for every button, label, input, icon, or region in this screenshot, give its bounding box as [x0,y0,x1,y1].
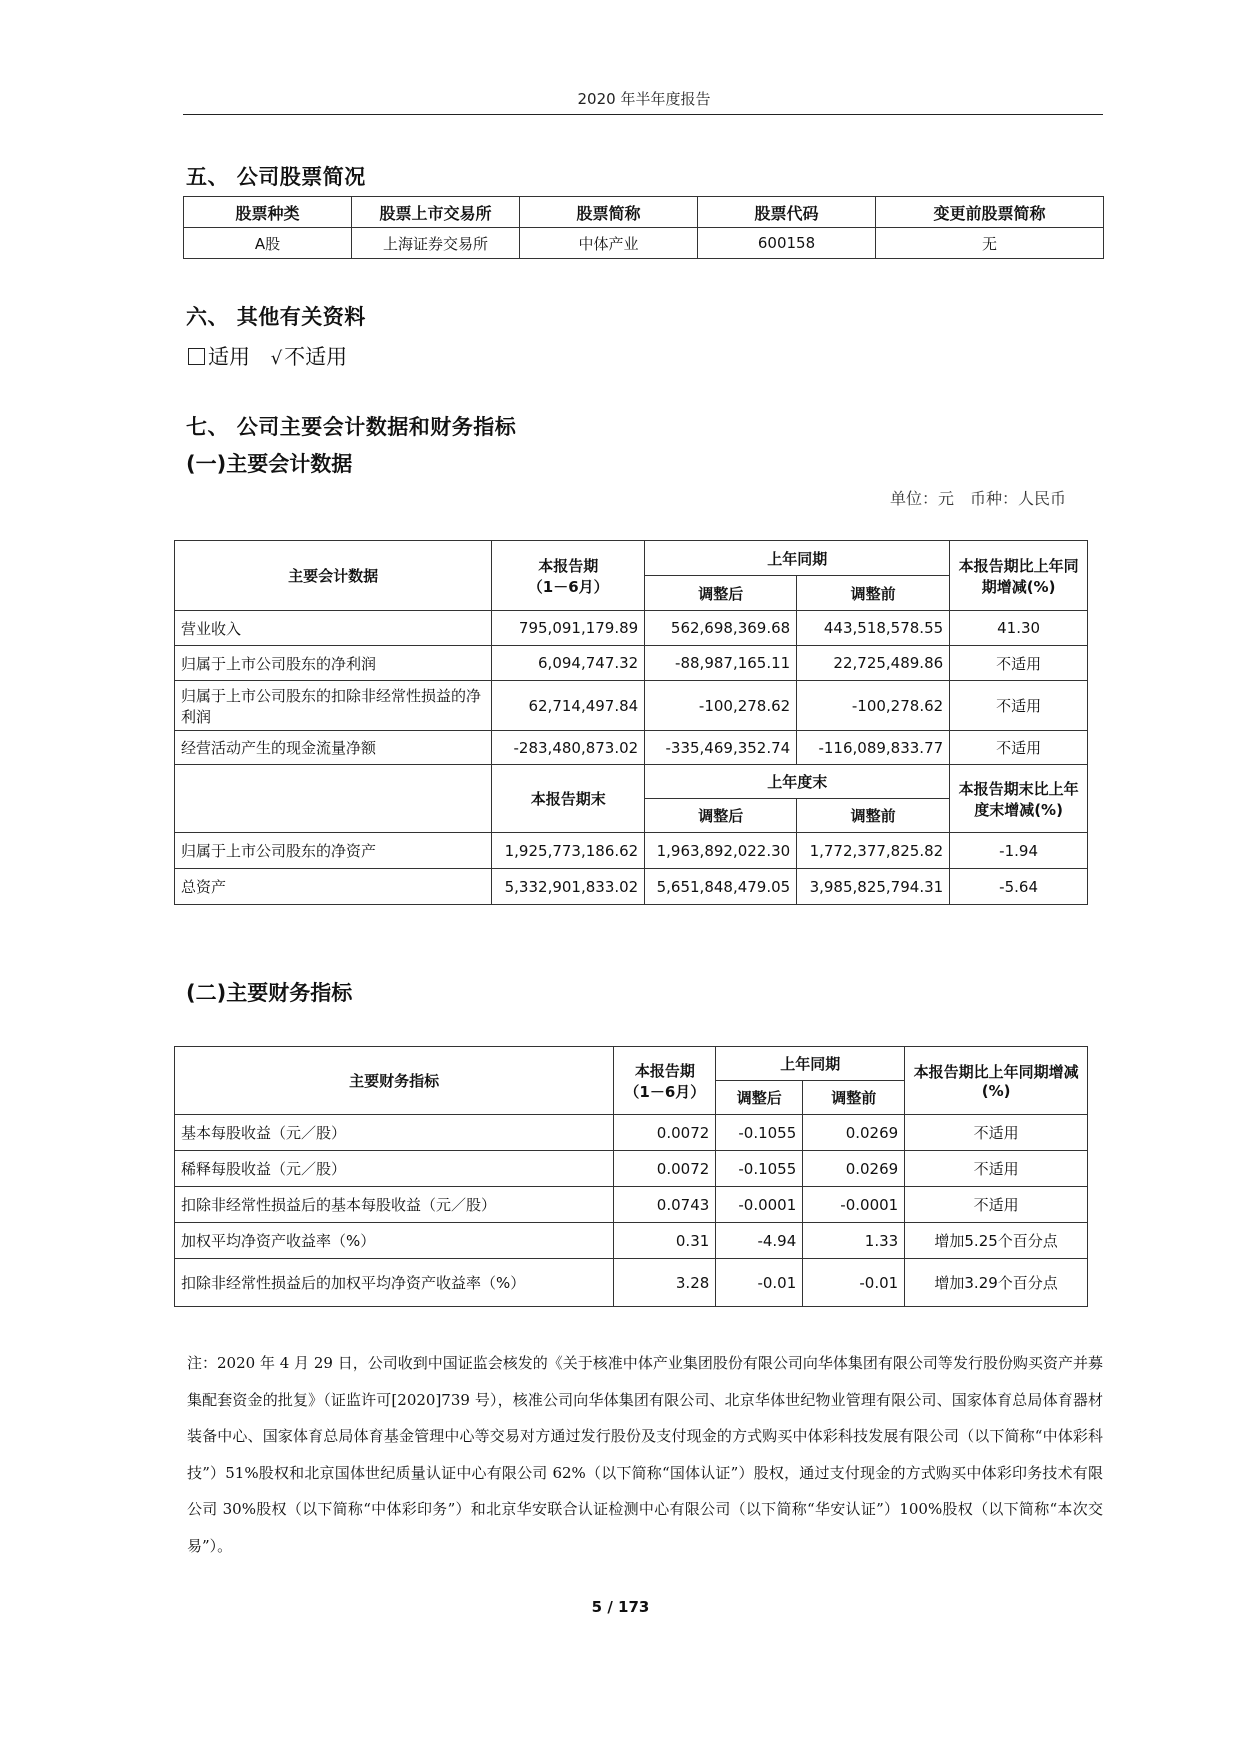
col-prior-period: 上年同期 [645,541,950,576]
cell-value: -116,089,833.77 [797,731,950,765]
cell-change: 不适用 [950,731,1088,765]
row-label: 归属于上市公司股东的净利润 [175,646,492,681]
row-label: 营业收入 [175,611,492,646]
col-exchange: 股票上市交易所 [352,197,520,228]
cell-change: 不适用 [950,646,1088,681]
cell-former-abbr: 无 [876,228,1104,259]
table-row [184,228,1104,259]
not-applicable-label: 不适用 [284,345,348,369]
table-row [175,869,1088,905]
subsection1-heading: (一)主要会计数据 [186,452,353,476]
table-row [175,681,1088,731]
cell-value: 795,091,179.89 [492,611,645,646]
cell-value: 1,963,892,022.30 [645,833,797,869]
header-divider [183,114,1103,115]
cell-value: 0.0072 [614,1151,716,1187]
cell-value: 0.0072 [614,1115,716,1151]
cell-value: 0.0269 [803,1151,905,1187]
page-number: 5 / 173 [591,1598,650,1616]
table-row [175,1223,1088,1259]
cell-change: 不适用 [950,681,1088,731]
cell-value: 562,698,369.68 [645,611,797,646]
table-row [175,646,1088,681]
page-header-title: 2020 年半年度报告 [577,90,711,108]
col-prior-year-end: 上年度末 [645,765,950,799]
col-former-abbr: 变更前股票简称 [876,197,1104,228]
cell-value: -335,469,352.74 [645,731,797,765]
col-change: 本报告期比上年同期增减(%) [950,541,1088,611]
section5-heading: 五、 公司股票简况 [186,165,366,189]
col-stock-code: 股票代码 [698,197,876,228]
table-header-row [175,541,1088,576]
cell-value: 0.0743 [614,1187,716,1223]
col-adjusted-before: 调整前 [797,799,950,833]
row-label: 归属于上市公司股东的净资产 [175,833,492,869]
cell-stock-abbr: 中体产业 [520,228,698,259]
row-label: 扣除非经常性损益后的基本每股收益（元／股） [175,1187,614,1223]
cell-value: 3,985,825,794.31 [797,869,950,905]
cell-stock-type: A股 [184,228,352,259]
cell-value: -100,278.62 [797,681,950,731]
cell-change: 不适用 [905,1115,1088,1151]
section6-heading: 六、 其他有关资料 [186,305,366,329]
row-label: 基本每股收益（元／股） [175,1115,614,1151]
row-label: 稀释每股收益（元／股） [175,1151,614,1187]
col-stock-type: 股票种类 [184,197,352,228]
col-period-end: 本报告期末 [492,765,645,833]
accounting-data-table [174,540,1088,905]
cell-value: 3.28 [614,1259,716,1307]
col-current-period: 本报告期 （1－6月） [492,541,645,611]
cell-value: -4.94 [716,1223,803,1259]
cell-value: 1.33 [803,1223,905,1259]
col-item: 主要会计数据 [175,541,492,611]
row-label: 归属于上市公司股东的扣除非经常性损益的净利润 [175,681,492,731]
row-label: 经营活动产生的现金流量净额 [175,731,492,765]
cell-change: 不适用 [905,1151,1088,1187]
applicability-options [188,341,347,371]
col-adjusted-after: 调整后 [716,1081,803,1115]
table-row [175,611,1088,646]
col-end-change: 本报告期末比上年度末增减(%) [950,765,1088,833]
col-adjusted-before: 调整前 [797,576,950,611]
col-adjusted-after: 调整后 [645,799,797,833]
cell-value: 1,772,377,825.82 [797,833,950,869]
cell-value: 6,094,747.32 [492,646,645,681]
cell-exchange: 上海证券交易所 [352,228,520,259]
cell-value: 5,332,901,833.02 [492,869,645,905]
cell-value: 0.31 [614,1223,716,1259]
cell-value: -0.01 [803,1259,905,1307]
cell-value: -88,987,165.11 [645,646,797,681]
cell-change: 不适用 [905,1187,1088,1223]
table-row [175,731,1088,765]
col-change: 本报告期比上年同期增减(%) [905,1047,1088,1115]
note-paragraph: 注：2020 年 4 月 29 日，公司收到中国证监会核发的《关于核准中体产业集团股份有限公司向华体集团有限公司等发行股份购买资产并募集配套资金的批复》（证监许可[2020]739 号），核准公司向华体集团有限公司、北京华体世纪物业管理有限公司、国家体育总局体育器材装备中心、国家体育总局体育基金管理中心等交易对方通过发行股份及支付现金的方式购买中体彩科技发展有限公司（以下简称“中体彩科技”）51%股权和北京国体世纪质量认证中心有限公司 62%（以下简称“国体认证”）股权，通过支付现金的方式购买中体彩印务技术有限公司 30%股权（以下简称“中体彩印务”）和北京华安联合认证检测中心有限公司（以下简称“华安认证”）100%股权（以下简称“本次交易”）。 [187,1354,1103,1555]
blank-header-cell [175,765,492,833]
cell-value: -0.0001 [803,1187,905,1223]
col-current-period: 本报告期 （1－6月） [614,1047,716,1115]
col-prior-period: 上年同期 [716,1047,905,1081]
table-row [175,1187,1088,1223]
cell-value: 0.0269 [803,1115,905,1151]
table-row [175,1115,1088,1151]
cell-value: 62,714,497.84 [492,681,645,731]
col-adjusted-after: 调整后 [645,576,797,611]
section7-heading: 七、 公司主要会计数据和财务指标 [186,415,517,439]
table-header-row-2 [175,765,1088,799]
row-label: 扣除非经常性损益后的加权平均净资产收益率（%） [175,1259,614,1307]
unit-label: 单位：元 币种：人民币 [890,489,1067,508]
table-row [175,833,1088,869]
cell-value: 1,925,773,186.62 [492,833,645,869]
cell-change: 41.30 [950,611,1088,646]
cell-value: -100,278.62 [645,681,797,731]
cell-change: -1.94 [950,833,1088,869]
cell-value: 22,725,489.86 [797,646,950,681]
cell-value: 5,651,848,479.05 [645,869,797,905]
cell-change: -5.64 [950,869,1088,905]
unchecked-box-icon [188,348,205,365]
cell-stock-code: 600158 [698,228,876,259]
table-header-row [175,1047,1088,1081]
col-stock-abbr: 股票简称 [520,197,698,228]
cell-value: -0.01 [716,1259,803,1307]
cell-value: -0.0001 [716,1187,803,1223]
cell-value: -0.1055 [716,1151,803,1187]
col-item: 主要财务指标 [175,1047,614,1115]
cell-value: 443,518,578.55 [797,611,950,646]
applicable-label: 适用 [208,345,250,369]
subsection2-heading: (二)主要财务指标 [186,981,353,1005]
stock-table-header-row [184,197,1104,228]
cell-change: 增加5.25个百分点 [905,1223,1088,1259]
row-label: 加权平均净资产收益率（%） [175,1223,614,1259]
col-adjusted-before: 调整前 [803,1081,905,1115]
row-label: 总资产 [175,869,492,905]
cell-value: -0.1055 [716,1115,803,1151]
financial-indicators-table [174,1046,1088,1307]
check-mark-icon: √ [270,348,283,369]
table-row [175,1259,1088,1307]
stock-info-table [183,196,1104,259]
table-row [175,1151,1088,1187]
cell-value: -283,480,873.02 [492,731,645,765]
cell-change: 增加3.29个百分点 [905,1259,1088,1307]
